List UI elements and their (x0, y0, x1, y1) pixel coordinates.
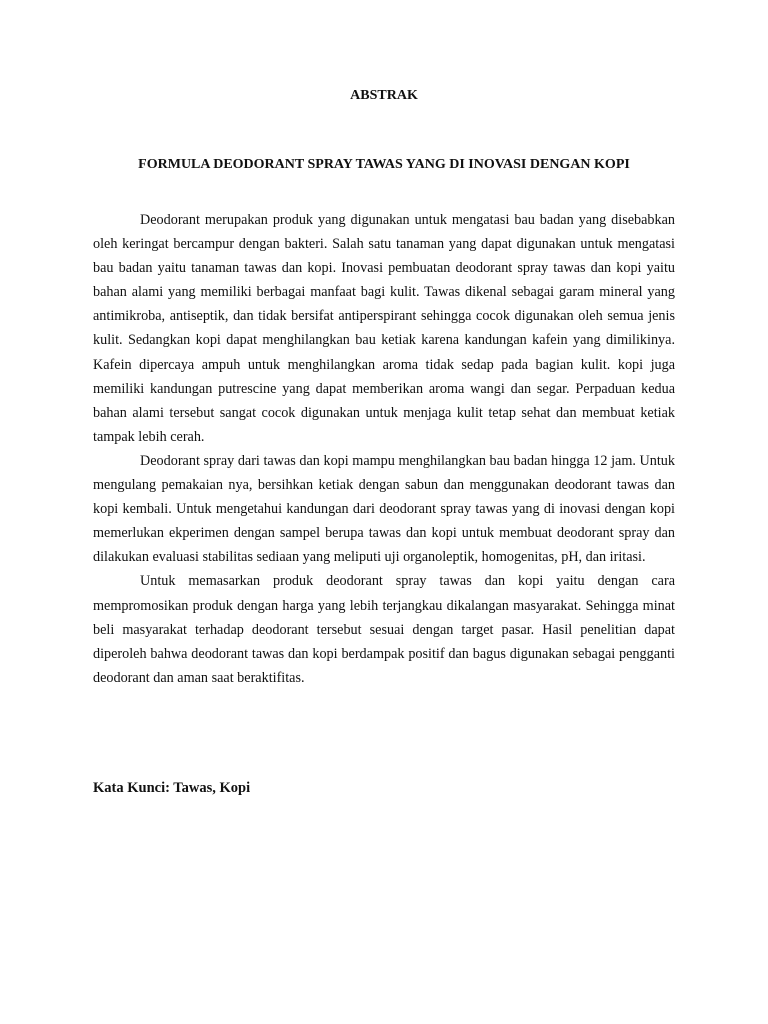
abstract-paragraph-2: Deodorant spray dari tawas dan kopi mampu menghilangkan bau badan hingga 12 jam. Untuk mengulang pemakaian nya, bersihkan ketiak dengan sabun dan menggunakan deodorant tawas dan kopi kembali. Untuk mengetahui kandungan dari deodorant spray tawas yang di inovasi dengan kopi memerlukan ekperimen dengan sampel berupa tawas dan kopi untuk membuat deodorant spray dan dilakukan evaluasi stabilitas sediaan yang meliputi uji organoleptik, homogenitas, pH, dan iritasi. (93, 452, 675, 566)
abstract-heading: ABSTRAK (350, 88, 418, 103)
keywords-line: Kata Kunci: Tawas, Kopi (93, 780, 251, 796)
abstract-paragraph-3: Untuk memasarkan produk deodorant spray tawas dan kopi yaitu dengan cara mempromosikan produk dengan harga yang lebih terjangkau dikalangan masyarakat. Sehingga minat beli masyarakat terhadap deodorant tersebut sesuai dengan target pasar. Hasil penelitian dapat diperoleh bahwa deodorant tawas dan kopi berdampak positif dan bagus digunakan sebagai pengganti deodorant dan aman saat beraktifitas. (93, 573, 675, 686)
document-title: FORMULA DEODORANT SPRAY TAWAS YANG DI INOVASI DENGAN KOPI (138, 157, 630, 172)
abstract-paragraph-1: Deodorant merupakan produk yang digunakan untuk mengatasi bau badan yang disebabkan oleh keringat bercampur dengan bakteri. Salah satu tanaman yang dapat digunakan untuk mengatasi bau badan yaitu tanaman tawas dan kopi. Inovasi pembuatan deodorant spray tawas dan kopi yaitu bahan alami yang memiliki berbagai manfaat bagi kulit. Tawas dikenal sebagai garam mineral yang antimikroba, antiseptik, dan tidak bersifat antiperspirant sehingga cocok digunakan oleh semua jenis kulit. Sedangkan kopi dapat menghilangkan bau ketiak karena kandungan kafein yang dimilikinya. Kafein dipercaya ampuh untuk menghilangkan aroma tidak sedap pada bagian kulit. kopi juga memiliki kandungan putrescine yang dapat memberikan aroma wangi dan segar. Perpaduan kedua bahan alami tersebut sangat cocok digunakan untuk menjaga kulit tetap sehat dan membuat ketiak tampak lebih cerah. (93, 212, 675, 445)
abstract-body (93, 208, 675, 690)
